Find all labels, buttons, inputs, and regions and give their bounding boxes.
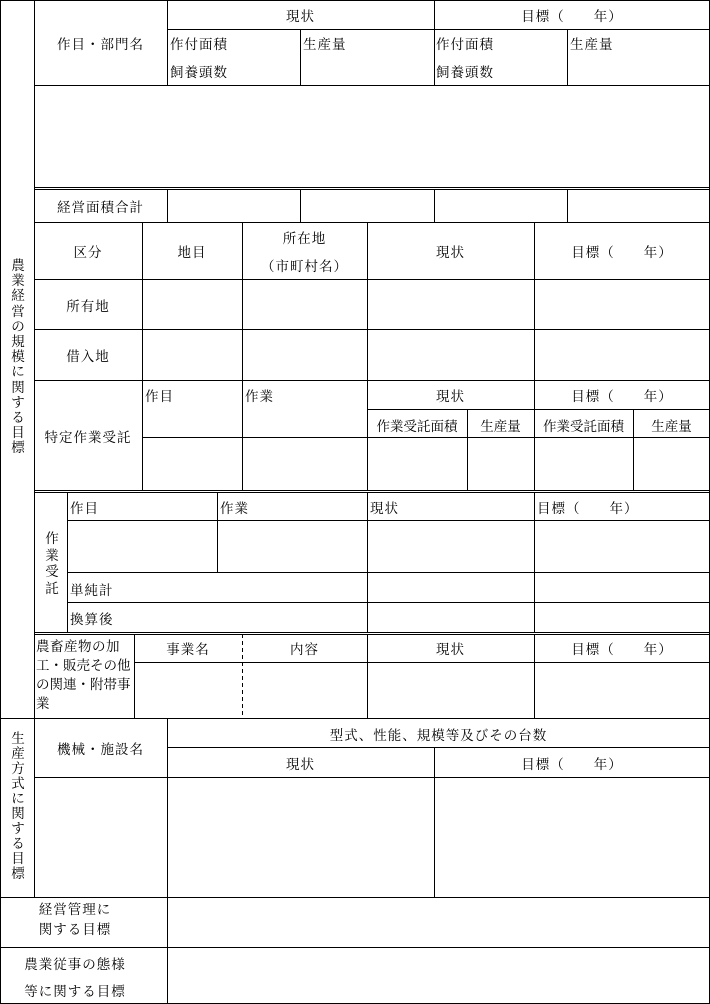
land-current-header: 現状 [436,245,465,261]
side-label-char: に [11,364,25,381]
current-header: 現状 [286,9,315,25]
planted-area-current: 作付面積 [170,37,228,53]
side-label-char: 模 [11,349,25,366]
business-name-header: 事業名 [166,642,210,658]
leased-land-label: 借入地 [66,349,110,365]
machine-target-header: 目標（ 年） [521,757,623,773]
work-contract-side-label [43,531,61,597]
work-style-goal-line2: 等に関する目標 [24,984,126,1000]
land-target-header: 目標（ 年） [571,245,673,261]
work-area-current: 作業受託面積 [376,419,458,435]
side-label-char: る [11,409,25,426]
spec-header: 型式、性能、規模等及びその台数 [329,728,548,744]
municipality-label: （市町村名） [261,259,348,275]
production-method-side-label [9,732,27,882]
side-label-char: 生 [11,731,25,747]
side-label-char: 標 [11,866,25,882]
side-label-char: す [11,821,25,837]
owned-land-label: 所有地 [66,299,110,315]
related-business-label-4: 業 [36,696,51,712]
work-style-goal-line1: 農業従事の態様 [24,957,126,973]
target-header: 目標（ 年） [521,9,623,25]
side-label-char: 標 [11,440,25,457]
business-target-header: 目標（ 年） [571,642,673,658]
contract-target-header: 目標（ 年） [537,501,639,517]
side-label-char: 業 [45,547,59,564]
related-business-label-2: 工・販売その他 [36,658,131,674]
converted-label: 換算後 [70,612,114,628]
related-business-label-1: 農畜産物の加 [36,639,120,655]
specific-work-type-label: 作業 [245,389,274,405]
side-label-char: の [11,318,25,335]
planted-area-target: 作付面積 [436,37,494,53]
land-category-label: 区分 [73,245,103,261]
side-label-char: 方 [11,761,25,777]
simple-total-label: 単純計 [70,583,114,599]
side-label-char: 目 [11,851,25,867]
farm-scale-side-label [9,259,27,456]
land-type-label: 地目 [177,245,207,261]
side-label-char: 農 [11,258,25,274]
specific-target-header: 目標（ 年） [571,389,673,405]
side-label-char: る [11,836,25,852]
side-label-char: 営 [11,303,25,320]
specific-current-header: 現状 [436,389,465,405]
specific-crop-label: 作目 [145,389,174,405]
side-label-char: 託 [45,580,59,597]
contract-crop-label: 作目 [70,501,99,517]
business-current-header: 現状 [436,642,465,658]
mgmt-area-total-label: 経営面積合計 [57,200,144,216]
machine-facility-label: 機械・施設名 [57,742,144,758]
side-label-char: 式 [11,776,25,792]
side-label-char: 目 [11,425,25,442]
head-count-target: 飼養頭数 [436,65,494,81]
management-goal-line2: 関する目標 [38,922,112,938]
side-label-char: 業 [11,273,25,290]
work-area-target: 作業受託面積 [543,419,624,435]
production-target-2: 生産量 [651,419,692,435]
production-current-2: 生産量 [480,419,521,435]
side-label-char: す [11,394,25,411]
side-label-char: 規 [11,333,25,350]
contract-work-label: 作業 [220,501,249,517]
side-label-char: 関 [11,379,25,396]
related-business-label-3: の関連・附帯事 [36,677,131,693]
management-goal-line1: 経営管理に [38,902,112,918]
contract-current-header: 現状 [370,501,399,517]
production-current: 生産量 [303,37,347,53]
head-count-current: 飼養頭数 [170,65,228,81]
machine-current-header: 現状 [286,757,315,773]
side-label-char: 関 [11,806,25,822]
side-label-char: 産 [11,746,25,762]
specific-work-label: 特定作業受託 [44,430,132,446]
side-label-char: 受 [45,564,59,580]
crop-dept-label: 作目・部門名 [57,37,144,53]
production-target: 生産量 [570,37,614,53]
side-label-char: に [11,791,25,807]
side-label-char: 経 [11,288,25,305]
location-label: 所在地 [282,231,327,247]
content-header: 内容 [290,642,319,658]
side-label-char: 作 [45,531,59,547]
